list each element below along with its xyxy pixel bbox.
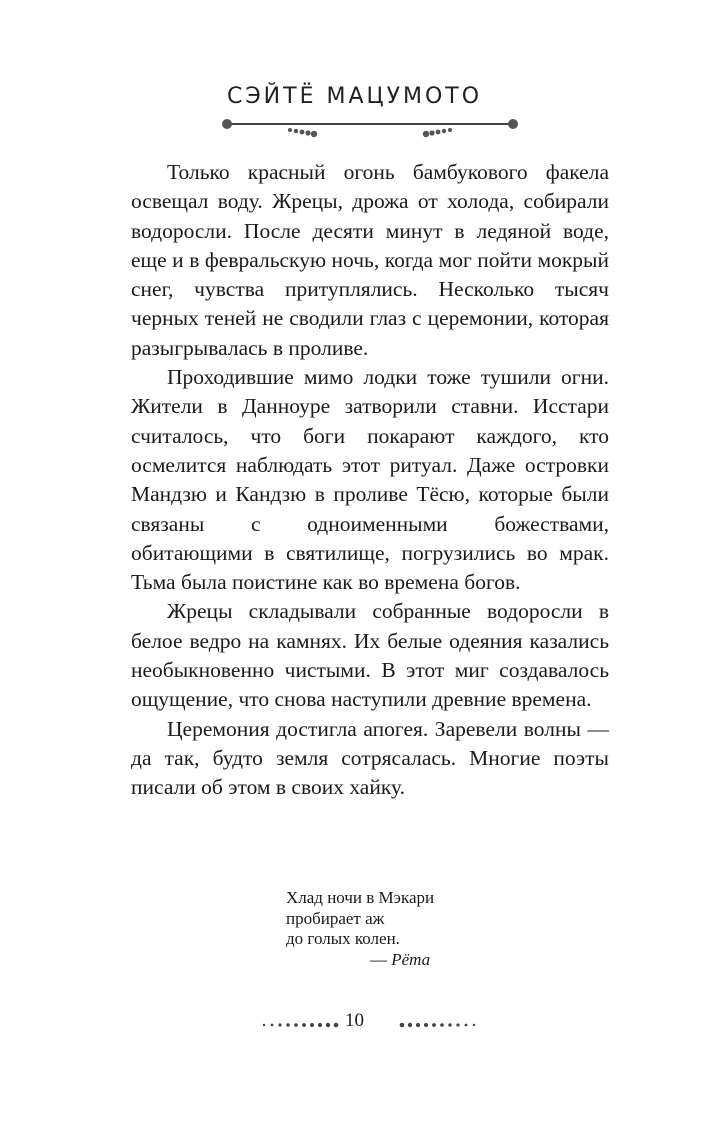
paragraph: Только красный огонь бамбукового факела освещал воду. Жрецы, дрожа от холода, собирали водоросли. После десяти минут в ледяной воде, еще и в февральскую ночь, когда мог пойти мокрый снег, чувства притуплялись. Несколько тысяч черных теней не сводили глаз с церемонии, которая разыгрывалась в проливе. <box>131 160 609 360</box>
poem-attribution <box>286 950 486 971</box>
page-footer <box>0 1008 709 1038</box>
attribution-dash: — <box>370 949 387 969</box>
footer-dots-right <box>398 1022 478 1028</box>
header-ornament-divider <box>220 116 520 140</box>
haiku-epigraph <box>286 888 486 970</box>
poem-line: Хлад ночи в Мэкари <box>286 888 435 907</box>
page-number: 10 <box>345 1010 364 1031</box>
running-head-title: СЭЙТЁ МАЦУМОТО <box>226 84 483 109</box>
poem-line: пробирает аж <box>286 908 385 928</box>
paragraph: Жрецы складывали собранные водоросли в белое ведро на камнях. Их белые одеяния казались необыкновенно чистыми. В этот миг создавалось ощущение, что снова наступили древние времена. <box>131 599 609 712</box>
main-text <box>131 158 609 803</box>
paragraph: Церемония достигла апогея. Заревели волны — да так, будто земля сотрясалась. Многие поэты писали об этом в своих хайку. <box>131 716 609 800</box>
paragraph: Проходившие мимо лодки тоже тушили огни. Жители в Данноуре затворили ставни. Исстари считалось, что боги покарают каждого, кто осмелится наблюдать этот ритуал. Даже островки Мандзю и Кандзю в проливе Тёсю, которые были связаны с одноименными божествами, обитающими в святилище, погрузились во мрак. Тьма была поистине как во времена богов. <box>131 365 609 595</box>
poem-line: до голых колен. <box>286 929 400 948</box>
poem-author: Рёта <box>391 949 431 969</box>
